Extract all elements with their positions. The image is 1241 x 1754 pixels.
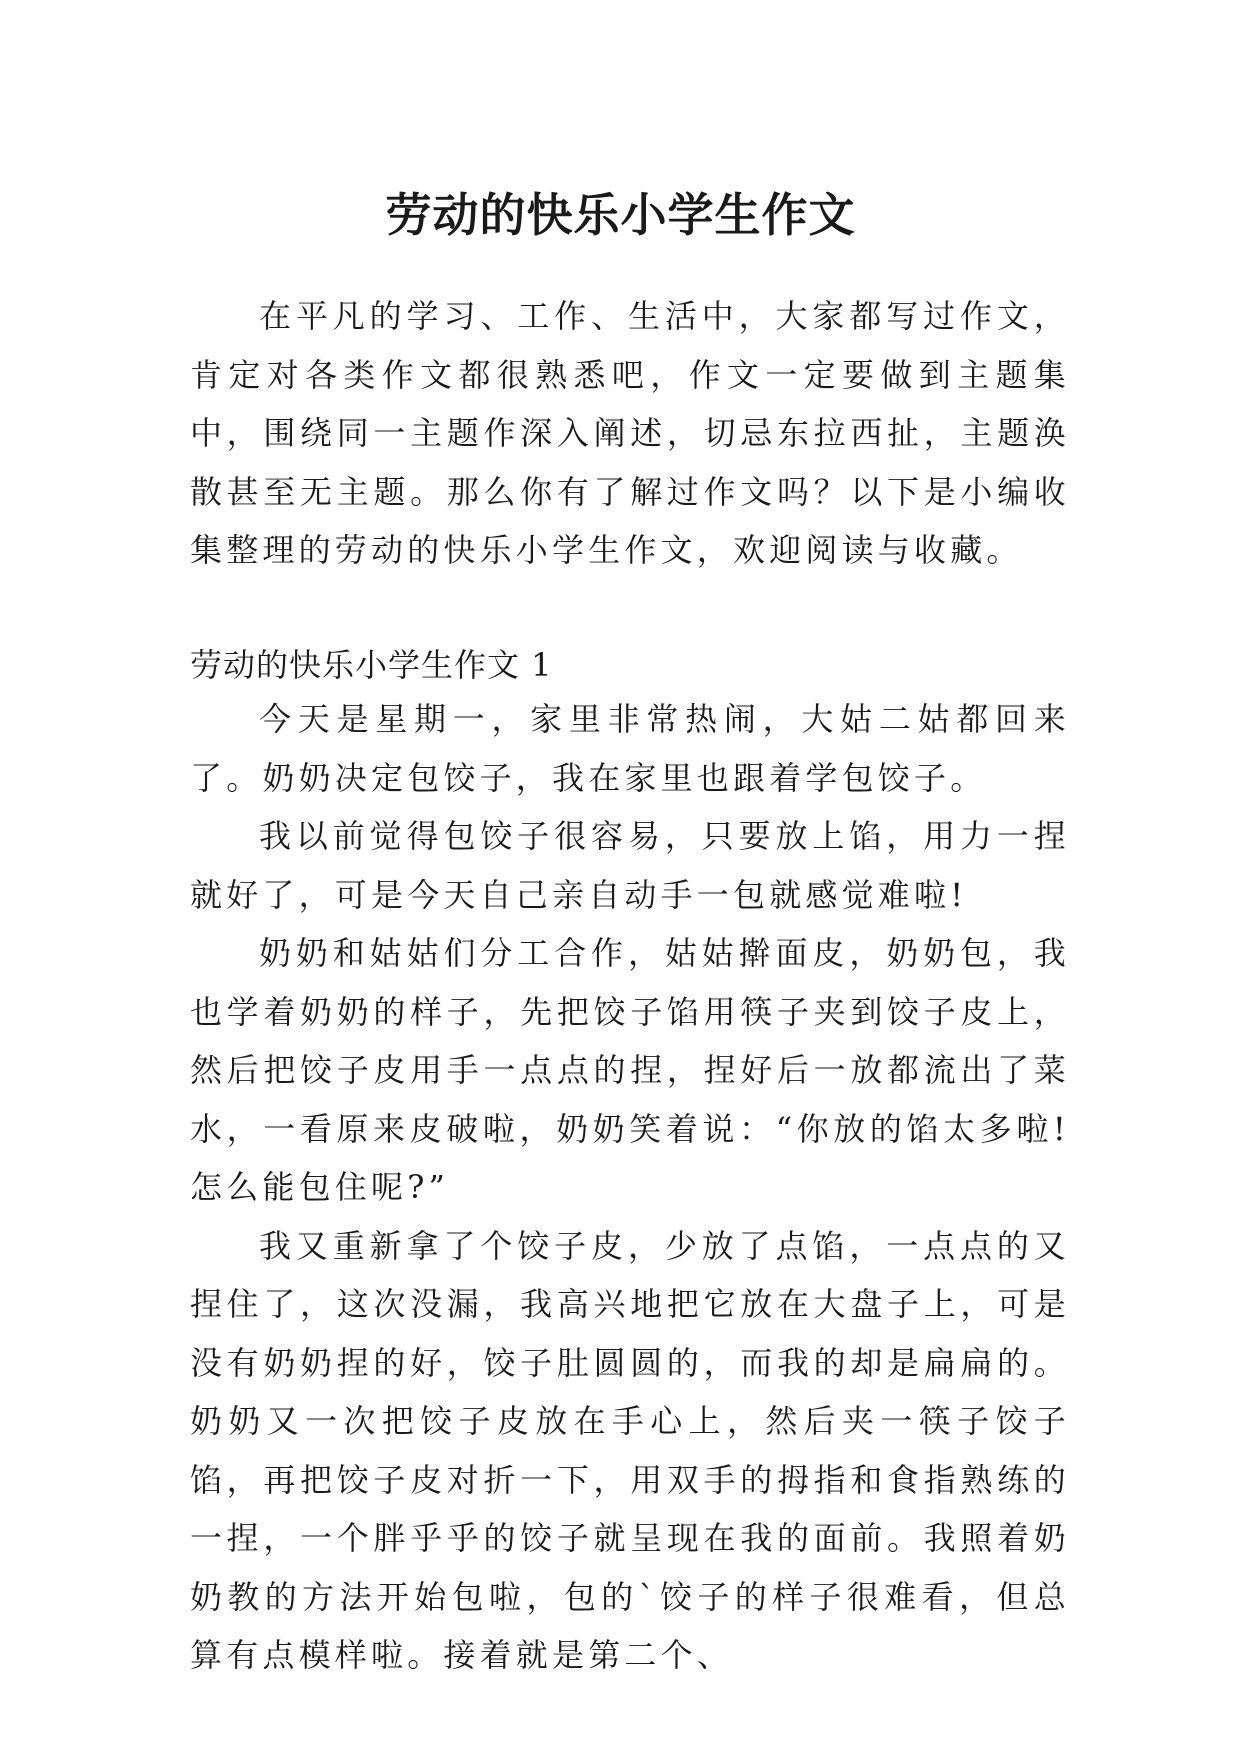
essay-paragraph-1: 今天是星期一，家里非常热闹，大姑二姑都回来了。奶奶决定包饺子，我在家里也跟着学包饺子。 — [190, 700, 1070, 797]
intro-paragraph: 在平凡的学习、工作、生活中，大家都写过作文，肯定对各类作文都很熟悉吧，作文一定要做到主题集中，围绕同一主题作深入阐述，切忌东拉西扯，主题涣散甚至无主题。那么你有了解过作文吗？以下是小编收集整理的劳动的快乐小学生作文，欢迎阅读与收藏。 — [190, 297, 1070, 569]
essay-paragraph-3: 奶奶和姑姑们分工合作，姑姑擀面皮，奶奶包，我也学着奶奶的样子，先把饺子馅用筷子夹到饺子皮上，然后把饺子皮用手一点点的捏，捏好后一放都流出了菜水，一看原来皮破啦，奶奶笑着说：“你放的馅太多啦!怎么能包住呢?” — [190, 934, 1070, 1206]
section-heading: 劳动的快乐小学生作文 1 — [190, 646, 553, 684]
page-title: 劳动的快乐小学生作文 — [385, 187, 856, 242]
essay-paragraph-4: 我又重新拿了个饺子皮，少放了点馅，一点点的又捏住了，这次没漏，我高兴地把它放在大盘子上，可是没有奶奶捏的好，饺子肚圆圆的，而我的却是扁扁的。奶奶又一次把饺子皮放在手心上，然后夹一筷子饺子馅，再把饺子皮对折一下，用双手的拇指和食指熟练的一捏，一个胖乎乎的饺子就呈现在我的面前。我照着奶奶教的方法开始包啦，包的`饺子的样子很难看，但总算有点模样啦。接着就是第二个、 — [190, 1226, 1070, 1674]
essay-body — [190, 690, 1070, 1685]
essay-paragraph-2: 我以前觉得包饺子很容易，只要放上馅，用力一捏就好了，可是今天自己亲自动手一包就感觉难啦! — [190, 817, 1070, 914]
intro-section — [190, 287, 1070, 580]
